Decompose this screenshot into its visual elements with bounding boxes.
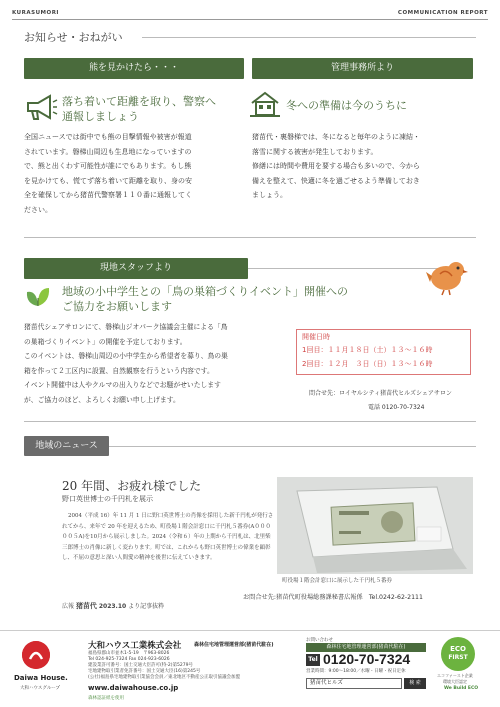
bear-lead-line2: 通報しましょう — [62, 110, 139, 123]
bear-lead — [62, 94, 216, 124]
header-right: COMMUNICATION REPORT — [397, 10, 488, 16]
staff-lead-line2: ご協力をお願いします — [62, 300, 172, 313]
contact-label: お問い合わせ — [306, 638, 333, 643]
news-headline: 20 年間、お疲れ様でした — [62, 479, 202, 493]
news-source — [62, 601, 164, 611]
eco-note2: 環境大臣認定 — [443, 679, 467, 684]
company-name: 大和ハウス工業株式会社 — [88, 641, 182, 651]
staff-inquiry-1: 問合せ先：ロイヤルシティ猪苗代ヒルズシェアサロン — [309, 390, 452, 397]
brand-name: Daiwa House. — [14, 674, 68, 682]
page-header — [12, 8, 488, 20]
eco-first-badge — [441, 637, 475, 671]
staff-body — [24, 320, 294, 407]
news-inquiry: お問合せ先:猪苗代町役場総務課秘書広報係 Tel.0242-62-2111 — [243, 594, 423, 601]
bear-body-line: 全を確保してから猪苗代警察署１１０番に通報してく — [24, 191, 192, 199]
footer-divider — [0, 630, 500, 631]
news-banner: 地域のニュース — [24, 436, 109, 456]
first-text: FIRST — [448, 654, 468, 661]
office-body-line: 修繕には時間や費用を要する場合も多いので、今から — [252, 162, 420, 170]
office-body — [252, 130, 477, 203]
section-divider — [24, 237, 476, 238]
daiwa-logo-icon — [22, 641, 50, 669]
house-icon — [250, 90, 280, 118]
staff-lead-line1: 地域の小中学生との「鳥の巣箱づくりイベント」開催への — [62, 285, 348, 298]
leaf-icon — [24, 284, 52, 308]
office-banner: 管理事務所より — [252, 58, 473, 79]
news-divider — [109, 446, 476, 447]
section-divider — [24, 421, 476, 422]
staff-body-line: 箱を作って２工区内に設置、自然観察を行うという内容です。 — [24, 366, 214, 375]
bear-body — [24, 130, 249, 217]
notice-divider — [142, 37, 476, 38]
banknote-display-photo — [277, 477, 473, 574]
news-source-tail: より記事抜粋 — [128, 603, 165, 610]
bear-body-line: されています。磐梯山周辺も生息地になっていますの — [24, 147, 192, 156]
eco-text: ECO — [450, 645, 466, 653]
staff-inquiry-2: 電話 0120-70-7324 — [368, 404, 425, 411]
address-line: Tel 024-925-7324 Fax 024-923-6026 — [88, 657, 170, 662]
staff-banner: 現地スタッフより — [24, 258, 248, 279]
address-line: 宅地建物取引業者免許番号：国土交通大臣(16)第245号 — [88, 669, 201, 674]
bear-banner: 熊を見かけたら・・・ — [24, 58, 244, 79]
contact-hours: 営業時間：9:00～18:00／水曜・日曜・祝日定休 — [306, 669, 406, 674]
eco-brand: We Build ECO — [444, 686, 479, 691]
search-button[interactable]: 検 索 — [404, 678, 426, 689]
news-source-issue: 2023.10 — [98, 603, 127, 610]
event-date-1: 1回目：１１月１８日（土）１３～１６時 — [302, 346, 433, 354]
company-address — [88, 651, 240, 681]
staff-lead — [62, 284, 348, 314]
news-source-label: 広報 — [62, 603, 75, 610]
news-source-name: 猪苗代 — [75, 602, 97, 610]
contact-dept: 森林住宅地管理運営部(猪苗代駐在) — [306, 643, 426, 652]
header-left: KURASUMORI — [12, 10, 59, 16]
address-line: 建設業許可番号：国土交通大臣許可(特-2)第5279号 — [88, 663, 193, 668]
address-line: 福島県郡山市並木1-5-19 〒963-8026 — [88, 651, 170, 656]
staff-body-line: が、ご協力のほど、よろしくお願い申し上げます。 — [24, 395, 180, 404]
brand-sub: 大和ハウスグループ — [20, 686, 61, 691]
photo-caption: 町役場１階会計窓口に展示した千円札５番券 — [282, 578, 393, 584]
office-body-line: 備えを整えて、快適に冬を過ごせるよう準備しておき — [252, 176, 420, 185]
company-dept: 森林住宅地管理運営部(猪苗代駐在) — [194, 642, 274, 648]
staff-divider — [248, 268, 440, 269]
event-heading: 開催日時 — [302, 333, 330, 341]
staff-body-line: の巣箱づくりイベント」の開催を予定しております。 — [24, 337, 187, 346]
eco-note: エコファースト企業 — [437, 673, 473, 678]
staff-body-line: イベント開催中は人やクルマの出入りなどでお騒がせいたします — [24, 381, 221, 389]
office-body-line: ましょう。 — [252, 191, 287, 199]
news-body: 2004（平成 16）年 11 月 1 日に野口英世博士の肖像を採用した新千円札が発行されてから、来年で 20 年を迎えるため、町役場１階会計窓口に千円札５番券(A０００００５A)を10月から展示しました。2024（令和６）年の上期から千円札は、北里柴三郎博士の肖像に新しく変わります。町では、これからも野口英世博士の偉業を顕彰し、不屈の意思と深い人間愛の精神を後世に伝えていきます。 — [62, 513, 274, 561]
bear-body-line: 全国ニュースでは街中でも熊の目撃情報や被害が報道 — [24, 133, 192, 141]
event-date-2: 2回目：１２月 ３日（日）１３～１６時 — [302, 360, 433, 368]
staff-body-line: 猪苗代シェアサロンにて、磐梯山ジオパーク協議会主催による「鳥 — [24, 323, 228, 331]
bear-body-line: ださい。 — [24, 205, 52, 214]
office-lead: 冬への準備は今のうちに — [286, 99, 407, 112]
bird-icon — [424, 256, 470, 296]
bear-body-line: を見かけても、慌てず落ち着いて距離を取り、身の安 — [24, 176, 192, 185]
search-box[interactable]: 猪苗代ヒルズ — [306, 678, 402, 689]
tel-label: Tel — [306, 654, 320, 666]
event-schedule-box — [296, 329, 471, 375]
megaphone-icon — [24, 92, 58, 122]
staff-body-line: このイベントは、磐梯山周辺の小中学生から希望者を募り、鳥の巣 — [24, 352, 228, 360]
bear-lead-line1: 落ち着いて距離を取り、警察へ — [62, 95, 216, 108]
office-body-line: 猪苗代・裏磐梯では、冬になると毎年のように凍結・ — [252, 133, 420, 141]
contact-tel[interactable]: 0120-70-7324 — [323, 651, 411, 667]
paper-note: 森林認証紙を使用 — [88, 696, 124, 701]
address-line: (公社)福島県宅地建物取引業協会会員／東北地区不動産公正取引協議会加盟 — [88, 675, 241, 680]
bear-body-line: で、熊と出くわす可能性が誰にでもあります。もし熊 — [24, 162, 192, 170]
office-body-line: 落雪に関する被害が発生しております。 — [252, 147, 378, 156]
news-subhead: 野口英世博士の千円札を展示 — [62, 495, 153, 503]
company-url[interactable]: www.daiwahouse.co.jp — [88, 684, 179, 692]
notice-title: お知らせ・おねがい — [24, 31, 123, 44]
